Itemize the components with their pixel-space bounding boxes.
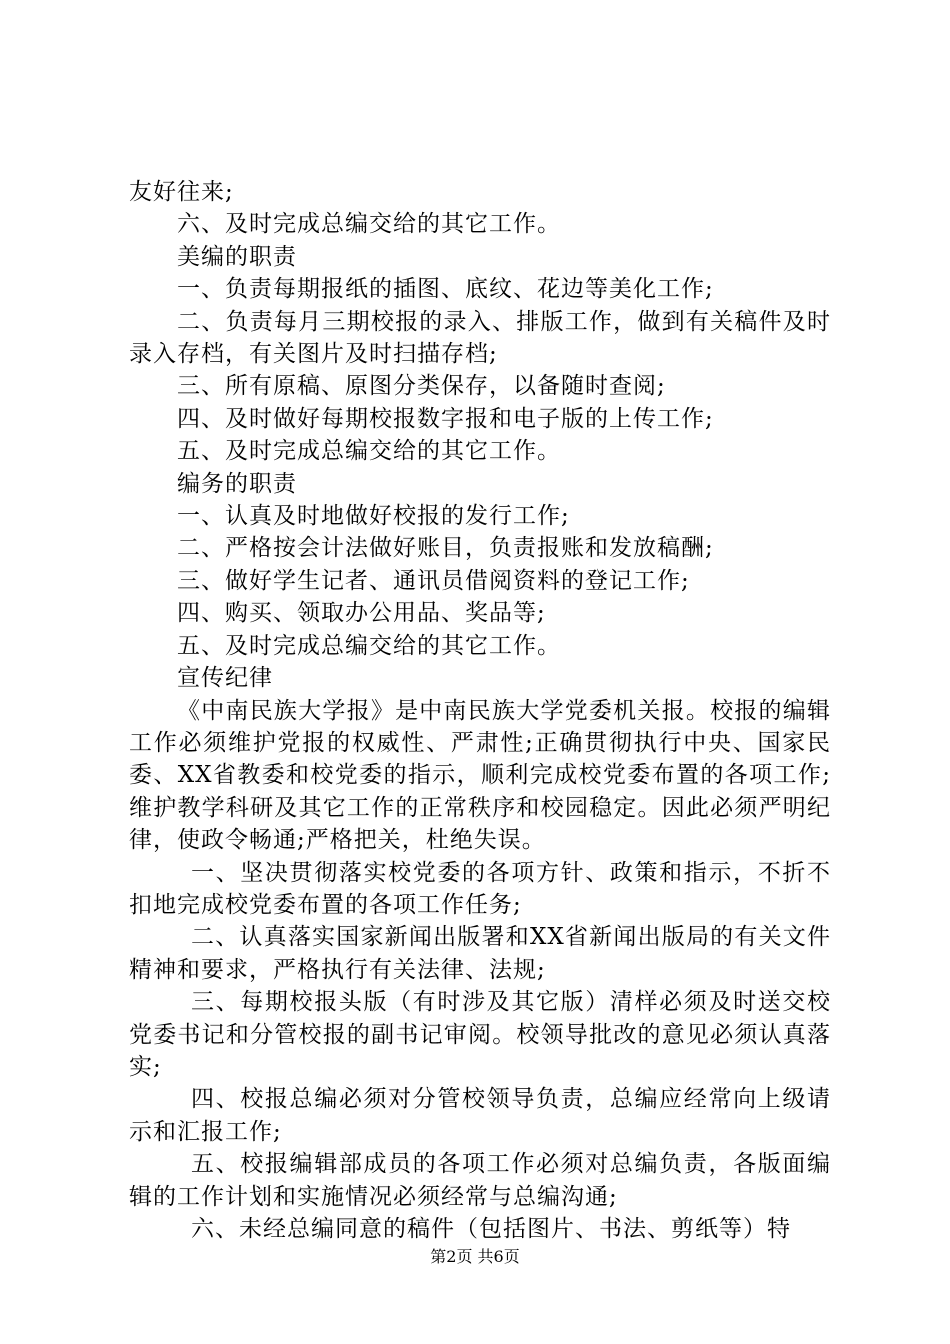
paragraph: 三、做好学生记者、通讯员借阅资料的登记工作; xyxy=(177,567,690,594)
paragraph: 六、及时完成总编交给的其它工作。 xyxy=(177,211,561,238)
paragraph: 六、未经总编同意的稿件（包括图片、书法、剪纸等）特 xyxy=(191,1216,791,1242)
paragraph: 《中南民族大学报》是中南民族大学党委机关报。校报的编辑工作必须维护党报的权威性、严肃性;正确贯彻执行中央、国家民委、XX省教委和校党委的指示，顺利完成校党委布置的各项工作;维护教学科研及其它工作的正常秩序和校园稳定。因此必须严明纪律，使政令畅通;严格把关，杜绝失误。 xyxy=(129,697,831,854)
section-heading: 编务的职责 xyxy=(177,470,297,497)
section-heading: 美编的职责 xyxy=(177,243,297,270)
paragraph: 三、所有原稿、原图分类保存，以备随时查阅; xyxy=(177,373,666,400)
paragraph: 一、负责每期报纸的插图、底纹、花边等美化工作; xyxy=(177,276,714,303)
paragraph: 一、坚决贯彻落实校党委的各项方针、政策和指示，不折不扣地完成校党委布置的各项工作任务; xyxy=(129,859,831,918)
paragraph: 四、及时做好每期校报数字报和电子版的上传工作; xyxy=(177,405,714,432)
paragraph: 友好往来; xyxy=(129,179,234,205)
paragraph: 五、及时完成总编交给的其它工作。 xyxy=(177,438,561,465)
paragraph: 五、及时完成总编交给的其它工作。 xyxy=(177,632,561,659)
paragraph: 四、校报总编必须对分管校领导负责，总编应经常向上级请示和汇报工作; xyxy=(129,1086,831,1145)
document-body xyxy=(129,176,831,1245)
paragraph: 二、认真落实国家新闻出版署和XX省新闻出版局的有关文件精神和要求，严格执行有关法律、法规; xyxy=(129,924,831,983)
paragraph: 三、每期校报头版（有时涉及其它版）清样必须及时送交校党委书记和分管校报的副书记审阅。校领导批改的意见必须认真落实; xyxy=(129,989,831,1080)
paragraph: 二、负责每月三期校报的录入、排版工作，做到有关稿件及时录入存档，有关图片及时扫描存档; xyxy=(129,308,831,368)
paragraph: 五、校报编辑部成员的各项工作必须对总编负责，各版面编辑的工作计划和实施情况必须经常与总编沟通; xyxy=(129,1151,831,1210)
paragraph: 二、严格按会计法做好账目，负责报账和发放稿酬; xyxy=(177,535,714,562)
page-number-footer: 第2页 共6页 xyxy=(430,1247,520,1266)
paragraph: 四、购买、领取办公用品、奖品等; xyxy=(177,600,546,627)
section-heading: 宣传纪律 xyxy=(177,665,273,692)
paragraph: 一、认真及时地做好校报的发行工作; xyxy=(177,503,570,530)
